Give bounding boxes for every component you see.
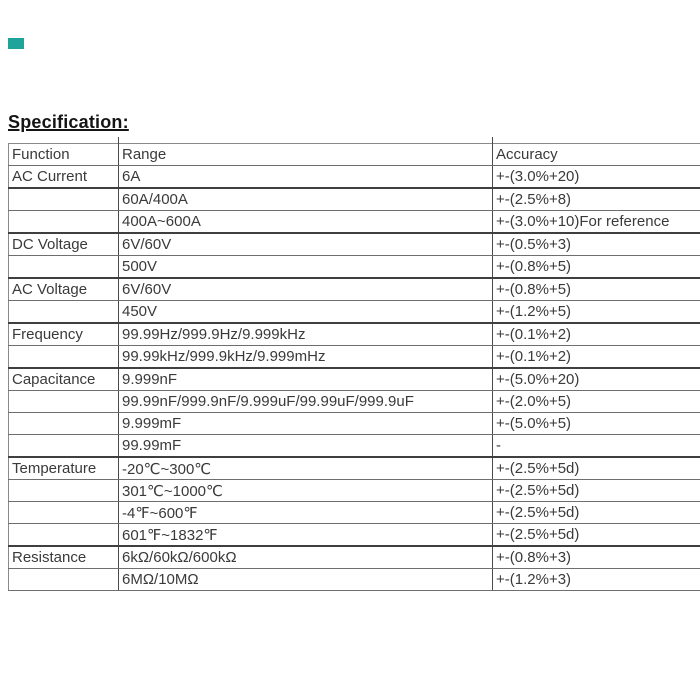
table-row bbox=[9, 256, 700, 279]
accuracy-cell: +-(0.1%+2) bbox=[493, 346, 700, 369]
function-cell: Frequency bbox=[9, 323, 119, 346]
range-cell: 99.99mF bbox=[119, 435, 493, 458]
accuracy-cell: +-(2.5%+5d) bbox=[493, 502, 700, 524]
table-header-row bbox=[9, 144, 700, 166]
range-cell: 99.99Hz/999.9Hz/9.999kHz bbox=[119, 323, 493, 346]
range-cell: 60A/400A bbox=[119, 188, 493, 211]
function-cell bbox=[9, 346, 119, 369]
range-cell: 9.999nF bbox=[119, 368, 493, 391]
function-cell bbox=[9, 502, 119, 524]
accuracy-cell: - bbox=[493, 435, 700, 458]
table-row bbox=[9, 233, 700, 256]
table-row bbox=[9, 413, 700, 435]
range-cell: 400A~600A bbox=[119, 211, 493, 234]
range-cell: 6A bbox=[119, 166, 493, 189]
table-row bbox=[9, 457, 700, 480]
accuracy-cell: +-(2.5%+5d) bbox=[493, 457, 700, 480]
table-row bbox=[9, 278, 700, 301]
range-cell: -4℉~600℉ bbox=[119, 502, 493, 524]
accuracy-cell: +-(3.0%+10)For reference bbox=[493, 211, 700, 234]
function-cell bbox=[9, 391, 119, 413]
accuracy-cell: +-(0.5%+3) bbox=[493, 233, 700, 256]
accuracy-cell: +-(0.8%+5) bbox=[493, 278, 700, 301]
accuracy-cell: +-(2.5%+5d) bbox=[493, 524, 700, 547]
table-row bbox=[9, 524, 700, 547]
range-cell: 6MΩ/10MΩ bbox=[119, 569, 493, 591]
table-row bbox=[9, 502, 700, 524]
teal-corner-mark bbox=[8, 38, 24, 49]
function-cell: AC Voltage bbox=[9, 278, 119, 301]
function-cell: DC Voltage bbox=[9, 233, 119, 256]
column-header-range: Range bbox=[119, 144, 493, 166]
range-cell: 99.99nF/999.9nF/9.999uF/99.99uF/999.9uF bbox=[119, 391, 493, 413]
function-cell bbox=[9, 211, 119, 234]
range-cell: -20℃~300℃ bbox=[119, 457, 493, 480]
accuracy-cell: +-(3.0%+20) bbox=[493, 166, 700, 189]
function-cell bbox=[9, 188, 119, 211]
function-cell bbox=[9, 256, 119, 279]
table-row bbox=[9, 391, 700, 413]
table-row bbox=[9, 546, 700, 569]
accuracy-cell: +-(1.2%+3) bbox=[493, 569, 700, 591]
table-row bbox=[9, 346, 700, 369]
table-row bbox=[9, 301, 700, 324]
accuracy-cell: +-(0.1%+2) bbox=[493, 323, 700, 346]
function-cell bbox=[9, 569, 119, 591]
range-cell: 301℃~1000℃ bbox=[119, 480, 493, 502]
function-cell bbox=[9, 524, 119, 547]
table-row bbox=[9, 569, 700, 591]
range-cell: 500V bbox=[119, 256, 493, 279]
table-row bbox=[9, 368, 700, 391]
range-cell: 6V/60V bbox=[119, 278, 493, 301]
accuracy-cell: +-(0.8%+3) bbox=[493, 546, 700, 569]
table-row bbox=[9, 211, 700, 234]
range-cell: 6V/60V bbox=[119, 233, 493, 256]
accuracy-cell: +-(0.8%+5) bbox=[493, 256, 700, 279]
specification-table bbox=[8, 143, 700, 591]
accuracy-cell: +-(5.0%+5) bbox=[493, 413, 700, 435]
function-cell bbox=[9, 413, 119, 435]
function-cell bbox=[9, 301, 119, 324]
table-row bbox=[9, 435, 700, 458]
accuracy-cell: +-(1.2%+5) bbox=[493, 301, 700, 324]
function-cell bbox=[9, 435, 119, 458]
accuracy-cell: +-(2.5%+5d) bbox=[493, 480, 700, 502]
column-header-accuracy: Accuracy bbox=[493, 144, 700, 166]
range-cell: 450V bbox=[119, 301, 493, 324]
table-row bbox=[9, 323, 700, 346]
accuracy-cell: +-(5.0%+20) bbox=[493, 368, 700, 391]
page-title: Specification: bbox=[8, 112, 129, 132]
function-cell: Resistance bbox=[9, 546, 119, 569]
function-cell bbox=[9, 480, 119, 502]
accuracy-cell: +-(2.5%+8) bbox=[493, 188, 700, 211]
range-cell: 99.99kHz/999.9kHz/9.999mHz bbox=[119, 346, 493, 369]
range-cell: 601℉~1832℉ bbox=[119, 524, 493, 547]
table-row bbox=[9, 166, 700, 189]
table-row bbox=[9, 480, 700, 502]
table-row bbox=[9, 188, 700, 211]
accuracy-cell: +-(2.0%+5) bbox=[493, 391, 700, 413]
column-header-function: Function bbox=[9, 144, 119, 166]
function-cell: Temperature bbox=[9, 457, 119, 480]
range-cell: 9.999mF bbox=[119, 413, 493, 435]
range-cell: 6kΩ/60kΩ/600kΩ bbox=[119, 546, 493, 569]
function-cell: AC Current bbox=[9, 166, 119, 189]
function-cell: Capacitance bbox=[9, 368, 119, 391]
